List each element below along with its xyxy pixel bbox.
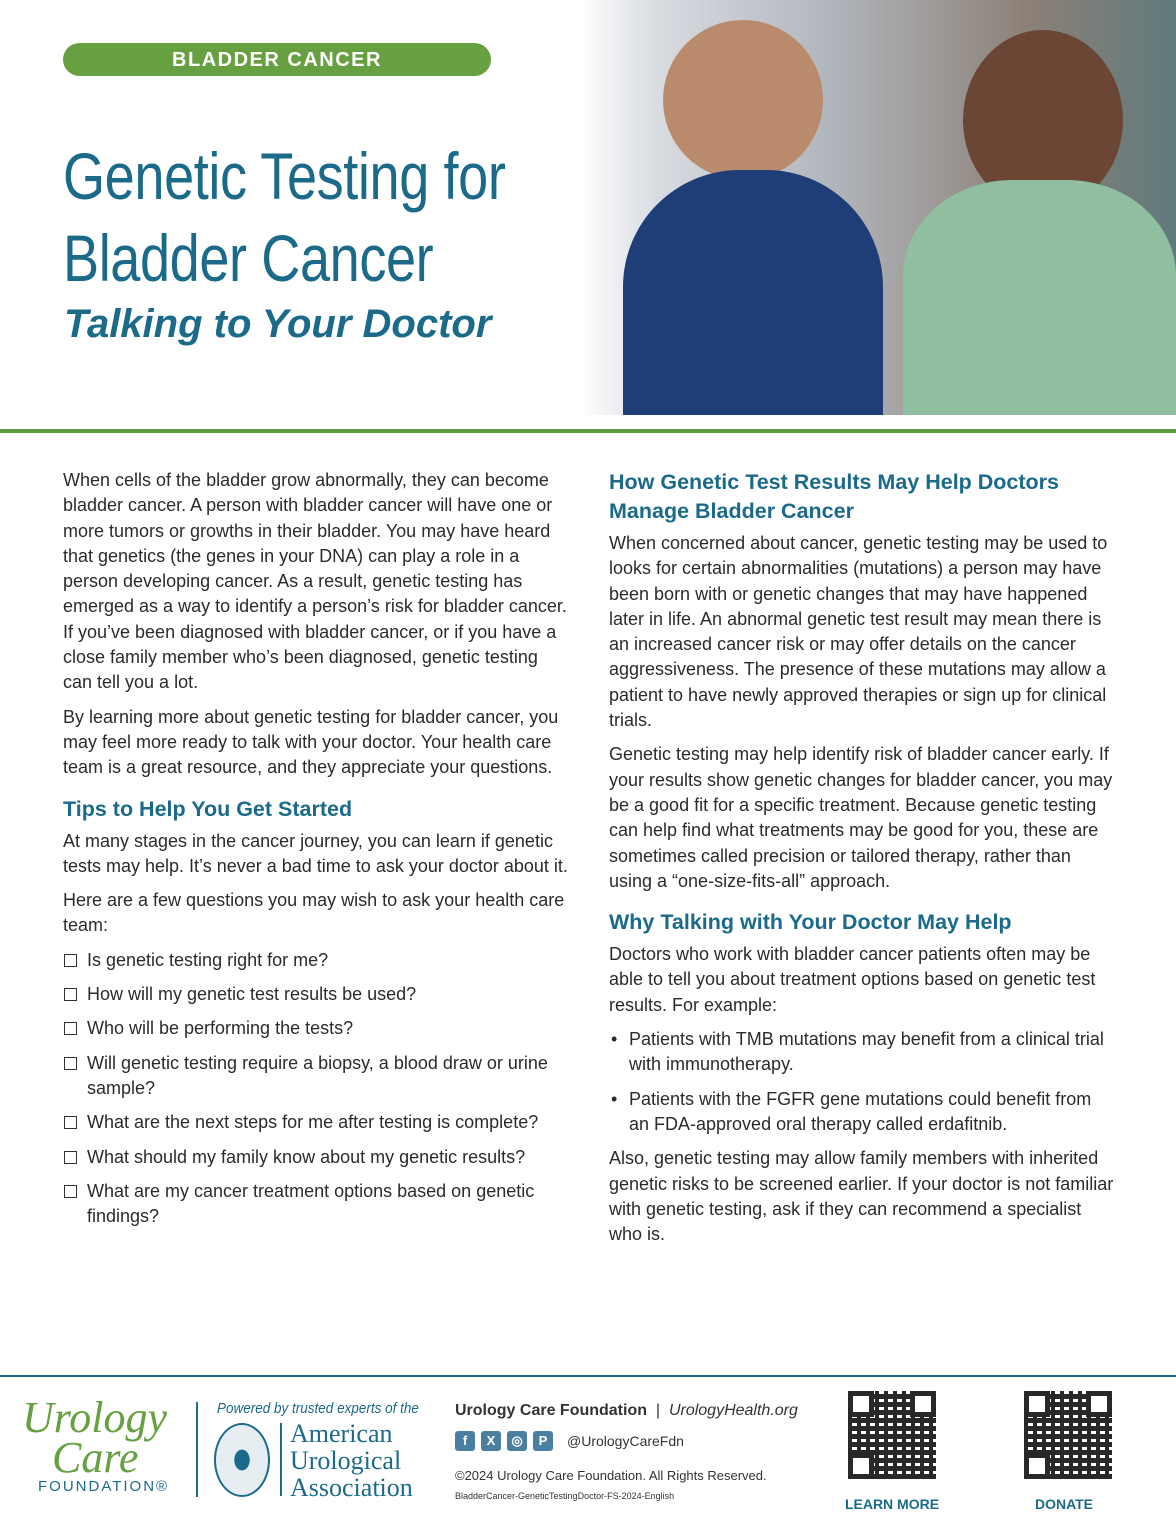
paragraph: Doctors who work with bladder cancer patients often may be able to tell you about treatment options based on genetic test results. For example:	[609, 944, 1096, 1015]
divider	[280, 1423, 282, 1496]
social-handle: @UrologyCareFdn	[567, 1433, 684, 1449]
question-text: Who will be performing the tests?	[87, 1018, 354, 1039]
question-text: How will my genetic test results be used?	[87, 984, 417, 1005]
page-subtitle: Talking to Your Doctor	[64, 302, 492, 346]
aua-seal-icon	[214, 1423, 270, 1497]
website-link[interactable]: UrologyHealth.org	[668, 1402, 798, 1419]
question-text: Will genetic testing require a biopsy, a blood draw or urine sample?	[87, 1052, 548, 1098]
page-title-line1: Genetic Testing for	[63, 139, 506, 213]
checkbox-icon	[64, 954, 77, 967]
org-name: Urology Care Foundation	[455, 1402, 647, 1419]
pinterest-icon[interactable]: P	[533, 1431, 553, 1451]
question-text: What are my cancer treatment options based on genetic findings?	[87, 1180, 535, 1227]
logo-text: Urology	[22, 1393, 168, 1442]
checklist-item	[63, 1179, 568, 1230]
checkbox-icon	[64, 1057, 77, 1070]
bullet-text: Patients with TMB mutations may benefit from a clinical trial with immunotherapy.	[629, 1029, 1104, 1075]
paragraph: When concerned about cancer, genetic testing may be used to looks for certain abnormalities (mutations) a person may have been born with or genetic changes that may have happened later in life. An abnormal genetic test result may mean there is an increased cancer risk or may offer details on the cancer aggressiveness. The presence of these mutations may allow a patient to have newly approved therapies or sign up for clinical trials.	[609, 533, 1108, 731]
question-text: Is genetic testing right for me?	[87, 949, 329, 970]
right-column	[609, 468, 1114, 1256]
page-title-line2: Bladder Cancer	[63, 221, 434, 295]
section-heading: Why Talking with Your Doctor May Help	[609, 910, 1012, 935]
question-text: What are the next steps for me after testing is complete?	[87, 1112, 539, 1133]
qr-code-icon	[1024, 1391, 1112, 1479]
hero-photo	[583, 0, 1176, 415]
logo-text: Care	[52, 1433, 139, 1482]
logo-text: Urological	[290, 1446, 402, 1475]
bullet-text: Patients with the FGFR gene mutations could benefit from an FDA-approved oral therapy called erdafitnib.	[629, 1088, 1092, 1134]
copyright: ©2024 Urology Care Foundation. All Rights Reserved.	[455, 1468, 767, 1483]
checkbox-icon	[64, 1116, 77, 1129]
learn-more-link[interactable]: LEARN MORE	[844, 1496, 940, 1512]
aua-logo	[290, 1420, 413, 1501]
logo-text: FOUNDATION®	[38, 1478, 170, 1495]
category-badge: BLADDER CANCER	[63, 43, 491, 76]
paragraph: Also, genetic testing may allow family members with inherited genetic risks to be screened earlier. If your doctor is not familiar with genetic testing, ask if they can recommend a specialist who is.	[609, 1148, 1114, 1245]
left-column	[63, 468, 568, 1238]
intro-paragraph: When cells of the bladder grow abnormally, they can become bladder cancer. A person with bladder cancer will have one or more tumors or growths in their bladder. You may have heard that genetics (the genes in your DNA) can play a role in a person developing cancer. As a result, genetic testing has emerged as a way to identify a person’s risk for bladder cancer. If you’ve been diagnosed with bladder cancer, or if you have a close family member who’s been diagnosed, genetic testing can tell you a lot.	[63, 470, 567, 693]
list-item: • Patients with the FGFR gene mutations could benefit from an FDA-approved oral therapy called erdafitnib.	[609, 1087, 1114, 1138]
social-row	[455, 1431, 684, 1451]
paragraph: Genetic testing may help identify risk of bladder cancer early. If your results show genetic changes for bladder cancer, you may be a good fit for a specific treatment. Because genetic testing can help find what treatments may be good for you, these are sometimes called precision or tailored therapy, rather than using a “one-size-fits-all” approach.	[609, 744, 1113, 891]
section-heading: How Genetic Test Results May Help Doctors Manage Bladder Cancer	[609, 470, 1060, 523]
qr-code-icon	[848, 1391, 936, 1479]
instagram-icon[interactable]: ◎	[507, 1431, 527, 1451]
logo-text: American	[290, 1419, 393, 1448]
checkbox-icon	[64, 988, 77, 1001]
paragraph: Here are a few questions you may wish to ask your health care team:	[63, 890, 565, 936]
intro-paragraph: By learning more about genetic testing for bladder cancer, you may feel more ready to talk with your doctor. Your health care team is a great resource, and they appreciate your questions.	[63, 706, 559, 778]
logo-text: Association	[290, 1473, 413, 1502]
divider	[196, 1402, 198, 1497]
divider	[0, 429, 1176, 433]
paragraph: At many stages in the cancer journey, you can learn if genetic tests may help. It’s never a bad time to ask your doctor about it.	[63, 830, 568, 876]
checkbox-icon	[64, 1151, 77, 1164]
donate-qr[interactable]	[1024, 1391, 1112, 1479]
checklist-item	[63, 1110, 568, 1135]
checklist-item	[63, 1016, 568, 1041]
facebook-icon[interactable]: f	[455, 1431, 475, 1451]
checkbox-icon	[64, 1185, 77, 1198]
learn-more-qr[interactable]	[848, 1391, 936, 1479]
checklist-item	[63, 982, 568, 1007]
checklist-item	[63, 948, 568, 973]
org-line: Urology Care Foundation | UrologyHealth.org	[455, 1402, 798, 1419]
footer-divider	[0, 1375, 1176, 1377]
checklist-item	[63, 1145, 568, 1170]
list-item: • Patients with TMB mutations may benefit from a clinical trial with immunotherapy.	[609, 1027, 1114, 1078]
donate-link[interactable]: DONATE	[1034, 1496, 1094, 1512]
question-text: What should my family know about my genetic results?	[87, 1146, 526, 1167]
section-heading: Tips to Help You Get Started	[63, 796, 353, 821]
checkbox-icon	[64, 1022, 77, 1035]
powered-by-text: Powered by trusted experts of the	[217, 1400, 419, 1417]
x-icon[interactable]: X	[481, 1431, 501, 1451]
checklist-item	[63, 1051, 568, 1102]
document-id: BladderCancer-GeneticTestingDoctor-FS-2024-English	[455, 1491, 675, 1501]
urology-care-foundation-logo	[22, 1393, 172, 1495]
